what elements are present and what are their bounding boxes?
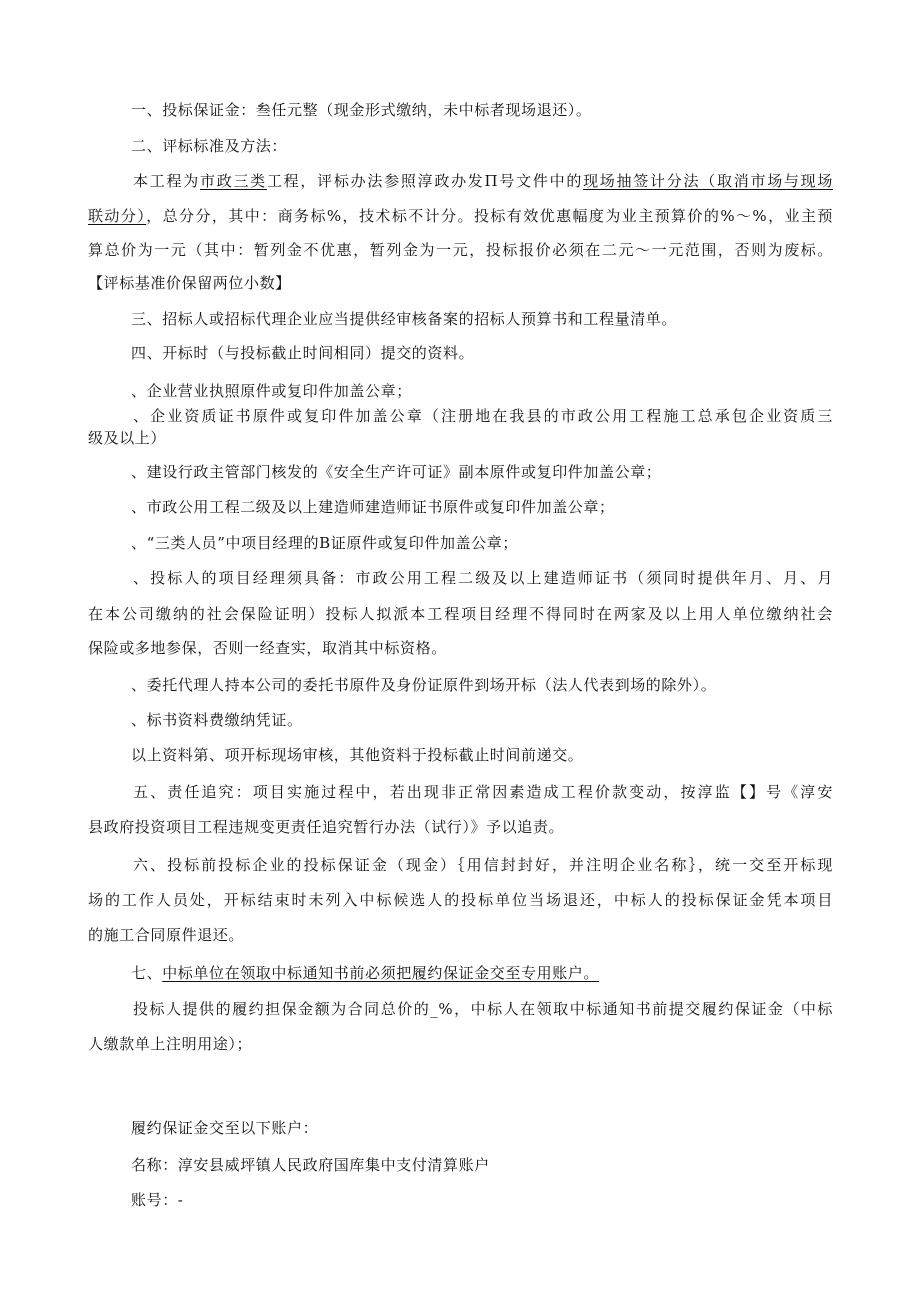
list-item-6-line-3: 保险或多地参保，否则一经查实，取消其中标资格。 — [88, 639, 447, 657]
section-7-heading — [131, 963, 599, 983]
text: 本工程为 — [133, 172, 200, 190]
list-item-7: 、委托代理人持本公司的委托书原件及身份证原件到场开标（法人代表到场的除外）。 — [131, 676, 717, 694]
text: ，总分分，其中：商务标%，技术标不计分。投标有效优惠幅度为业主预算价的%～%，业主预 — [146, 207, 833, 225]
account-number: 账号：- — [131, 1191, 184, 1209]
underlined-method-cont: 联动分） — [88, 207, 147, 225]
list-item-4: 、市政公用工程二级及以上建造师建造师证书原件或复印件加盖公章； — [131, 498, 615, 516]
section-5-line-1: 五、责任追究：项目实施过程中，若出现非正常因素造成工程价款变动，按淳监【】号《淳安 — [133, 783, 833, 801]
section-2-line-4: 【评标基准价保留两位小数】 — [88, 274, 291, 292]
section-3: 三、招标人或招标代理企业应当提供经审核备案的招标人预算书和工程量清单。 — [131, 310, 678, 328]
list-item-5: 、“三类人员”中项目经理的B证原件或复印件加盖公章； — [131, 534, 518, 552]
account-name: 名称：淳安县威坪镇人民政府国库集中支付清算账户 — [131, 1156, 490, 1174]
section-2-line-1 — [88, 171, 833, 193]
underlined-method: 现场抽签计分法（取消市场与现场 — [583, 172, 833, 190]
section-2-line-2 — [88, 206, 833, 228]
section-7-number: 七、 — [131, 964, 163, 982]
section-6-line-3: 的施工合同原件退还。 — [88, 926, 245, 944]
section-5-line-2: 县政府投资项目工程违规变更责任追究暂行办法（试行）》予以追责。 — [88, 818, 565, 836]
section-7-line-1: 投标人提供的履约担保金额为合同总价的_%，中标人在领取中标通知书前提交履约保证金（中标 — [133, 1000, 833, 1018]
list-item-2-line-2: 级及以上） — [88, 429, 167, 447]
underlined-project-class: 市政三类 — [199, 172, 267, 190]
section-6-line-2: 场的工作人员处，开标结束时未列入中标候选人的投标单位当场退还，中标人的投标保证金凭本项目 — [88, 891, 833, 909]
account-heading: 履约保证金交至以下账户： — [131, 1119, 319, 1137]
section-7-underlined: 中标单位在领取中标通知书前必须把履约保证金交至专用账户。 — [162, 964, 600, 982]
section-4-note: 以上资料第、项开标现场审核，其他资料于投标截止时间前递交。 — [131, 746, 584, 764]
list-item-6-line-2: 在本公司缴纳的社会保险证明）投标人拟派本工程项目经理不得同时在两家及以上用人单位缴纳社会 — [88, 605, 833, 623]
list-item-8: 、标书资料费缴纳凭证。 — [131, 711, 303, 729]
section-4-heading: 四、开标时（与投标截止时间相同）提交的资料。 — [131, 344, 475, 362]
section-1-deposit: 一、投标保证金：叁任元整（现金形式缴纳，未中标者现场退还）。 — [131, 101, 592, 119]
list-item-1: 、企业营业执照原件或复印件加盖公章； — [131, 382, 412, 400]
section-2-line-3: 算总价为一元（其中：暂列金不优惠，暂列金为一元，投标报价必须在二元～一元范围，否则为废标。 — [88, 241, 833, 259]
section-2-heading: 二、评标标准及方法： — [131, 137, 288, 155]
section-6-line-1: 六、投标前投标企业的投标保证金（现金）｛用信封封好，并注明企业名称｝，统一交至开标现 — [133, 856, 833, 874]
list-item-6-line-1: 、投标人的项目经理须具备：市政公用工程二级及以上建造师证书（须同时提供年月、月、月 — [133, 569, 833, 587]
list-item-3: 、建设行政主管部门核发的《安全生产许可证》副本原件或复印件加盖公章； — [131, 463, 662, 481]
section-7-line-2: 人缴款单上注明用途）； — [88, 1035, 253, 1053]
list-item-2-line-1: 、企业资质证书原件或复印件加盖公章（注册地在我县的市政公用工程施工总承包企业资质三 — [133, 407, 833, 425]
text: 工程，评标办法参照淳政办发Π号文件中的 — [266, 172, 584, 190]
